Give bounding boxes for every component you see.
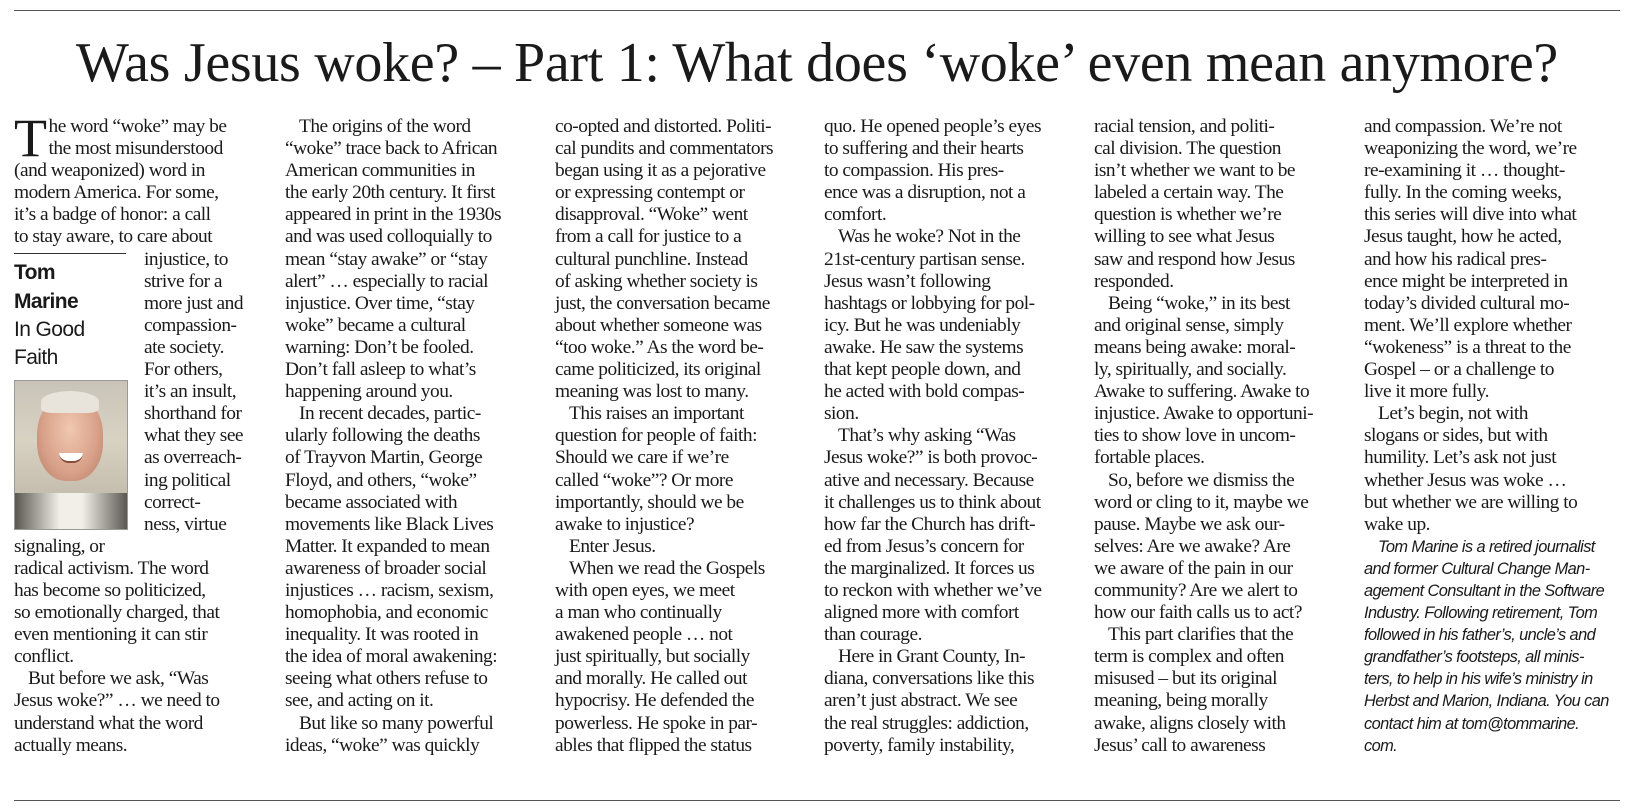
text-line: sion.	[824, 403, 859, 425]
text-line: inequality. It was rooted in	[285, 624, 479, 646]
text-line: Being “woke,” in its best	[1108, 292, 1290, 314]
text-line: isn’t whether we want to be	[1094, 160, 1295, 182]
text-line: a man who continually	[555, 602, 722, 624]
text-line: actually means.	[14, 734, 128, 756]
text-line: to stay aware, to care about	[14, 226, 213, 248]
text-line: word or cling to it, maybe we	[1094, 491, 1309, 513]
text-line: awake, aligns closely with	[1094, 712, 1286, 734]
text-line: called “woke”? Or more	[555, 469, 733, 491]
text-line: quo. He opened people’s eyes	[824, 116, 1042, 137]
text-line: from a call for justice to a	[555, 226, 742, 248]
text-line: question is whether we’re	[1094, 204, 1282, 226]
text-line: fortable places.	[1094, 447, 1205, 469]
text-line: willing to see what Jesus	[1094, 226, 1275, 248]
text-line: weaponizing the word, we’re	[1364, 138, 1577, 160]
article-column-5	[1094, 116, 1346, 757]
text-line: the most misunderstood	[48, 138, 223, 160]
text-line: humility. Let’s ask not just	[1364, 447, 1557, 469]
text-line: community? Are we alert to	[1094, 579, 1298, 601]
text-line: injustice, to	[144, 248, 228, 270]
text-line: poverty, family instability,	[824, 734, 1015, 756]
col4-text	[824, 116, 1076, 757]
text-line: so emotionally charged, that	[14, 602, 220, 624]
text-line: ness, virtue	[144, 513, 227, 535]
text-line: This raises an important	[569, 403, 744, 425]
text-line: Tom Marine is a retired journalist	[1378, 537, 1595, 556]
text-line: cal pundits and commentators	[555, 138, 774, 160]
text-line: how our faith calls us to act?	[1094, 602, 1302, 624]
text-line: and former Cultural Change Man-	[1364, 559, 1590, 578]
article-headline: Was Jesus woke? – Part 1: What does ‘woke’ even mean anymore?	[76, 32, 1558, 94]
text-line: So, before we dismiss the	[1108, 469, 1295, 491]
text-line: more just and	[144, 292, 244, 314]
text-line: Jesus wasn’t following	[824, 270, 991, 292]
text-line: agement Consultant in the Software	[1364, 581, 1605, 600]
text-line: powerless. He spoke in par-	[555, 712, 758, 734]
text-line: ties to show love in uncom-	[1094, 425, 1296, 447]
text-line: comfort.	[824, 204, 887, 226]
text-line: and how his radical pres-	[1364, 248, 1547, 270]
text-line: with open eyes, we meet	[555, 579, 735, 601]
text-line: Herbst and Marion, Indiana. You can	[1364, 692, 1609, 711]
text-line: The origins of the word	[299, 116, 471, 137]
text-line: hypocrisy. He defended the	[555, 690, 754, 712]
text-line: to reckon with whether we’ve	[824, 579, 1042, 601]
photo-hair	[41, 391, 99, 413]
text-line: strive for a	[144, 270, 222, 292]
text-line: disapproval. “Woke” went	[555, 204, 748, 226]
text-line: Jesus woke?” … we need to	[14, 690, 220, 712]
text-line: Jesus’ call to awareness	[1094, 734, 1266, 756]
bottom-rule	[14, 800, 1620, 801]
text-line: appeared in print in the 1930s	[285, 204, 502, 226]
text-line: hashtags or lobbying for pol-	[824, 292, 1035, 314]
text-line: “too woke.” As the word be-	[555, 336, 764, 358]
text-line: it’s a badge of honor: a call	[14, 204, 211, 226]
text-line: Matter. It expanded to mean	[285, 535, 490, 557]
text-line: homophobia, and economic	[285, 602, 488, 624]
text-line: of asking whether society is	[555, 270, 758, 292]
text-line: conflict.	[14, 646, 74, 668]
text-line: aligned more with comfort	[824, 602, 1019, 624]
text-line: misused – but its original	[1094, 668, 1278, 690]
text-line: Should we care if we’re	[555, 447, 729, 469]
text-line: shorthand for	[144, 403, 242, 425]
text-line: radical activism. The word	[14, 557, 209, 579]
col2-text	[285, 116, 537, 757]
text-line: Industry. Following retirement, Tom	[1364, 604, 1598, 623]
text-line: whether Jesus was woke …	[1364, 469, 1567, 491]
text-line: the idea of moral awakening:	[285, 646, 498, 668]
text-line: of Trayvon Martin, George	[285, 447, 483, 469]
text-line: ate society.	[144, 336, 224, 358]
text-line: re-examining it … thought-	[1364, 160, 1565, 182]
text-line: slogans or sides, but with	[1364, 425, 1548, 447]
text-line: live it more fully.	[1364, 381, 1489, 403]
text-line: awakened people … not	[555, 624, 733, 646]
text-line: cal division. The question	[1094, 138, 1281, 160]
text-line: Jesus taught, how he acted,	[1364, 226, 1562, 248]
article-column-3	[555, 116, 807, 757]
text-line: that kept people down, and	[824, 359, 1021, 381]
text-line: and was used colloquially to	[285, 226, 492, 248]
text-line: Let’s begin, not with	[1378, 403, 1528, 425]
text-line: just spiritually, but socially	[555, 646, 750, 668]
text-line: com.	[1364, 736, 1398, 755]
text-line: and original sense, simply	[1094, 314, 1284, 336]
text-line: ideas, “woke” was quickly	[285, 734, 480, 756]
text-line: awareness of broader social	[285, 557, 487, 579]
text-line: “woke” trace back to African	[285, 138, 498, 160]
text-line: ables that flipped the status	[555, 734, 752, 756]
text-line: ters, to help in his wife’s ministry in	[1364, 670, 1593, 689]
text-line: For others,	[144, 359, 223, 381]
text-line: pause. Maybe we ask our-	[1094, 513, 1285, 535]
text-line: saw and respond how Jesus	[1094, 248, 1295, 270]
text-line: importantly, should we be	[555, 491, 744, 513]
text-line: how far the Church has drift-	[824, 513, 1036, 535]
text-line: Was he woke? Not in the	[838, 226, 1021, 248]
text-line: When we read the Gospels	[569, 557, 765, 579]
text-line: ence might be interpreted in	[1364, 270, 1568, 292]
text-line: This part clarifies that the	[1108, 624, 1294, 646]
col5-text	[1094, 116, 1346, 757]
text-line: selves: Are we awake? Are	[1094, 535, 1291, 557]
col1-after-text	[14, 558, 258, 668]
top-rule	[14, 10, 1620, 11]
text-line: came politicized, its original	[555, 359, 761, 381]
text-line: (and weaponized) word in	[14, 160, 205, 182]
text-line: But before we ask, “Was	[28, 668, 209, 690]
text-line: than courage.	[824, 624, 922, 646]
text-line: fully. In the coming weeks,	[1364, 182, 1562, 204]
text-line: contact him at tom@tommarine.	[1364, 714, 1580, 733]
text-line: happening around you.	[285, 381, 453, 403]
text-line: alert” … especially to racial	[285, 270, 488, 292]
author-bio	[1364, 536, 1616, 757]
col1-paragraph-2	[14, 668, 258, 756]
text-line: co-opted and distorted. Politi-	[555, 116, 772, 137]
byline-divider	[14, 253, 126, 254]
text-line: injustice. Over time, “stay	[285, 292, 475, 314]
text-line: correct-	[144, 491, 201, 513]
text-line: injustices … racism, sexism,	[285, 579, 494, 601]
text-line: understand what the word	[14, 712, 203, 734]
text-line: But like so many powerful	[299, 712, 494, 734]
article-column-2	[285, 116, 537, 757]
text-line: the marginalized. It forces us	[824, 557, 1035, 579]
author-photo	[14, 380, 128, 530]
text-line: compassion-	[144, 314, 237, 336]
text-line: meaning was lost to many.	[555, 381, 749, 403]
text-line: wake up.	[1364, 513, 1430, 535]
text-line: term is complex and often	[1094, 646, 1284, 668]
text-line: Awake to suffering. Awake to	[1094, 381, 1310, 403]
text-line: modern America. For some,	[14, 182, 219, 204]
author-last-name: Marine	[14, 289, 79, 313]
text-line: and compassion. We’re not	[1364, 116, 1562, 137]
col3-text	[555, 116, 807, 757]
drop-cap: T	[14, 108, 47, 168]
col1-intro-text	[14, 108, 258, 249]
text-line: meaning, being morally	[1094, 690, 1268, 712]
text-line: icy. But he was undeniably	[824, 314, 1021, 336]
text-line: ly, spiritually, and socially.	[1094, 359, 1287, 381]
text-line: injustice. Awake to opportuni-	[1094, 403, 1314, 425]
column-name-line-2: Faith	[14, 345, 58, 369]
text-line: ed from Jesus’s concern for	[824, 535, 1024, 557]
text-line: Jesus woke?” is both provoc-	[824, 447, 1038, 469]
text-line: diana, conversations like this	[824, 668, 1035, 690]
text-line: grandfather’s footsteps, all minis-	[1364, 648, 1584, 667]
text-line: question for people of faith:	[555, 425, 757, 447]
text-line: In recent decades, partic-	[299, 403, 481, 425]
text-line: ment. We’ll explore whether	[1364, 314, 1572, 336]
text-line: or expressing contempt or	[555, 182, 745, 204]
text-line: even mentioning it can stir	[14, 624, 208, 646]
text-line: just, the conversation became	[555, 292, 770, 314]
text-line: the early 20th century. It first	[285, 182, 495, 204]
text-line: ing political	[144, 469, 231, 491]
text-line: but whether we are willing to	[1364, 491, 1578, 513]
text-line: as overreach-	[144, 447, 242, 469]
text-line: Enter Jesus.	[569, 535, 656, 557]
text-line: followed in his father’s, uncle’s and	[1364, 626, 1596, 645]
text-line: he acted with bold compas-	[824, 381, 1025, 403]
text-line: means being awake: moral-	[1094, 336, 1296, 358]
text-line: see, and acting on it.	[285, 690, 434, 712]
text-line: racial tension, and politi-	[1094, 116, 1275, 137]
text-line: labeled a certain way. The	[1094, 182, 1284, 204]
byline	[14, 253, 138, 530]
text-line: American communities in	[285, 160, 475, 182]
text-line: has become so politicized,	[14, 579, 206, 601]
text-line: began using it as a pejorative	[555, 160, 766, 182]
text-line: the real struggles: addiction,	[824, 712, 1029, 734]
text-line: we aware of the pain in our	[1094, 557, 1293, 579]
text-line: became associated with	[285, 491, 458, 513]
text-line: That’s why asking “Was	[838, 425, 1016, 447]
article-column-4	[824, 116, 1076, 757]
text-line: seeing what others refuse to	[285, 668, 488, 690]
text-line: it challenges us to think about	[824, 491, 1041, 513]
text-line: today’s divided cultural mo-	[1364, 292, 1570, 314]
article-column-6	[1364, 116, 1616, 757]
text-line: and morally. He called out	[555, 668, 747, 690]
text-line: cultural punchline. Instead	[555, 248, 748, 270]
text-line: signaling, or	[14, 535, 105, 557]
text-line: mean “stay awake” or “stay	[285, 248, 488, 270]
author-first-name: Tom	[14, 260, 55, 284]
text-line: he word “woke” may be	[48, 116, 227, 137]
text-line: woke” became a cultural	[285, 314, 466, 336]
text-line: ularly following the deaths	[285, 425, 480, 447]
text-line: awake to injustice?	[555, 513, 695, 535]
text-line: ence was a disruption, not a	[824, 182, 1026, 204]
text-line: Here in Grant County, In-	[838, 646, 1026, 668]
column-name-line-1: In Good	[14, 317, 85, 341]
text-line: what they see	[144, 425, 244, 447]
text-line: about whether someone was	[555, 314, 762, 336]
text-line: ative and necessary. Because	[824, 469, 1034, 491]
text-line: to compassion. His pres-	[824, 160, 1004, 182]
text-line: Don’t fall asleep to what’s	[285, 359, 476, 381]
text-line: responded.	[1094, 270, 1174, 292]
text-line: Gospel – or a challenge to	[1364, 359, 1554, 381]
text-line: warning: Don’t be fooled.	[285, 336, 474, 358]
text-line: aren’t just abstract. We see	[824, 690, 1018, 712]
text-line: Floyd, and others, “woke”	[285, 469, 477, 491]
text-line: “wokeness” is a threat to the	[1364, 336, 1571, 358]
article-column-1	[14, 108, 258, 757]
text-line: this series will dive into what	[1364, 204, 1577, 226]
text-line: 21st-century partisan sense.	[824, 248, 1025, 270]
text-line: it’s an insult,	[144, 381, 237, 403]
text-line: awake. He saw the systems	[824, 336, 1024, 358]
col6-text	[1364, 116, 1616, 536]
text-line: movements like Black Lives	[285, 513, 494, 535]
photo-shirt	[15, 493, 127, 530]
text-line: to suffering and their hearts	[824, 138, 1024, 160]
